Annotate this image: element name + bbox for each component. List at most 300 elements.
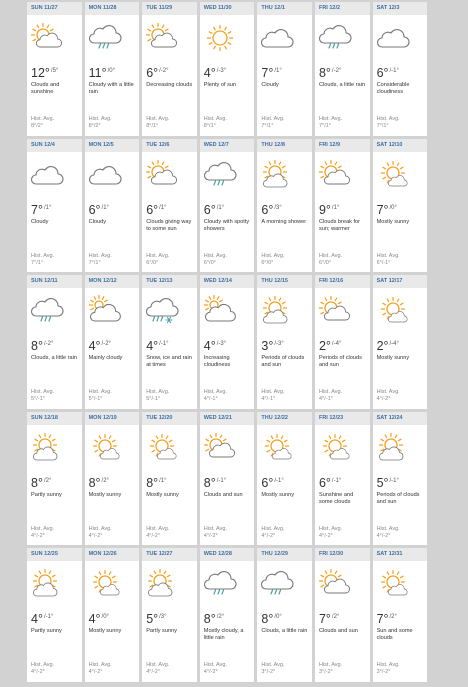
hist-avg-label: Hist. Avg.	[318, 525, 343, 532]
low-temp: /1°	[159, 204, 167, 211]
day-of-week: WED	[203, 278, 219, 284]
day-header	[257, 548, 312, 561]
hist-avg-label: Hist. Avg.	[376, 525, 400, 532]
day-card[interactable]	[27, 548, 85, 685]
hist-avg-value: 7°/1°	[31, 259, 44, 266]
partly-cloudy-icon	[318, 158, 352, 192]
hist-avg-value: 7°/1°	[88, 259, 101, 266]
condition-text: Mostly sunny	[261, 491, 295, 498]
partly-cloudy-icon	[318, 567, 352, 601]
forecast-grid	[27, 2, 430, 685]
sun-cloud-icon	[260, 158, 294, 192]
hist-avg-value: 4°/-2°	[88, 532, 103, 539]
day-card[interactable]	[315, 139, 373, 276]
low-temp: /0°	[107, 68, 115, 74]
hist-avg-value: 4°/-2°	[31, 532, 45, 539]
cloud-rain-icon	[203, 567, 237, 601]
day-header	[27, 548, 82, 561]
day-of-week: SAT	[376, 278, 389, 284]
day-card[interactable]	[257, 548, 315, 685]
hist-avg-label: Hist. Avg.	[318, 662, 343, 668]
high-temp: 4°	[203, 339, 216, 353]
high-temp: 7°	[318, 612, 331, 626]
day-of-week: TUE	[146, 278, 159, 284]
temperature	[146, 201, 166, 219]
day-card[interactable]	[85, 275, 143, 412]
day-of-week: MON	[88, 414, 103, 421]
hist-avg-value: 3°/-2°	[376, 669, 391, 675]
hist-avg-label: Hist. Avg.	[146, 116, 170, 122]
low-temp: /-2°	[159, 68, 169, 74]
day-of-week: SUN	[31, 141, 45, 148]
condition-text: Sun and some clouds	[376, 628, 413, 641]
condition-text: Cloudy with spotty showers	[203, 218, 250, 232]
day-date: 12/16	[329, 278, 344, 284]
day-of-week: MON	[88, 551, 103, 557]
low-temp: /1°	[331, 204, 340, 211]
day-header	[315, 548, 370, 561]
high-temp: 4°	[146, 339, 159, 353]
day-of-week: THU	[261, 414, 275, 421]
hist-avg-value: 6°/0°	[318, 259, 332, 266]
hist-avg-value: 5°/-1°	[88, 396, 103, 402]
day-of-week: WED	[203, 414, 219, 421]
hist-avg-value: 4°/-1°	[318, 396, 333, 402]
partly-cloudy-icon	[145, 158, 179, 192]
day-header	[257, 2, 312, 15]
high-temp: 4°	[203, 66, 216, 80]
day-card[interactable]	[85, 139, 143, 276]
hist-avg-label: Hist. Avg.	[376, 662, 400, 668]
high-temp: 8°	[203, 475, 216, 490]
temperature	[146, 64, 168, 82]
low-temp: /-3°	[216, 68, 227, 74]
day-of-week: FRI	[318, 551, 330, 557]
temperature	[377, 201, 397, 219]
condition-text: Partly sunny	[31, 491, 62, 498]
day-card[interactable]	[85, 2, 143, 139]
day-of-week: WED	[203, 551, 219, 557]
temperature	[204, 474, 226, 492]
high-temp: 9°	[318, 202, 331, 217]
hist-avg-label: Hist. Avg.	[261, 252, 285, 259]
hist-avg-value: 4°/-2°	[376, 532, 391, 539]
day-header	[85, 548, 140, 561]
low-temp: /-3°	[274, 341, 284, 347]
hist-avg-label: Hist. Avg.	[31, 662, 55, 668]
day-date: 12/1	[274, 5, 285, 11]
condition-text: Mostly sunny	[376, 355, 410, 361]
temperature	[89, 610, 109, 628]
low-temp: /-1°	[43, 614, 54, 620]
day-card[interactable]	[257, 275, 315, 412]
hist-avg-label: Hist. Avg.	[88, 116, 112, 122]
partly-cloudy-icon	[145, 21, 179, 55]
day-date: 12/30	[329, 551, 344, 557]
high-temp: 6°	[146, 202, 159, 217]
day-header	[27, 139, 82, 152]
day-date: 12/14	[218, 278, 232, 284]
cloud-sun-icon	[88, 294, 122, 328]
partly-cloudy-icon	[203, 431, 237, 465]
temperature	[319, 201, 339, 219]
condition-text: Mostly sunny	[376, 218, 410, 225]
day-date: 12/22	[274, 414, 288, 421]
day-date: 12/6	[158, 141, 170, 148]
day-header	[315, 139, 370, 152]
day-date: 12/23	[329, 414, 344, 421]
hist-avg-value: 6°/0°	[261, 259, 274, 266]
low-temp: /1°	[216, 204, 225, 211]
mostly-sunny-icon	[260, 431, 294, 465]
hist-avg-label: Hist. Avg.	[146, 662, 170, 668]
day-of-week: THU	[261, 551, 275, 557]
temperature	[89, 337, 111, 355]
temperature	[319, 610, 339, 628]
day-header	[257, 412, 312, 425]
partly-cloudy-icon	[30, 21, 64, 55]
day-header	[142, 548, 197, 561]
day-card[interactable]	[373, 412, 431, 549]
day-header	[27, 275, 82, 288]
day-card[interactable]	[315, 548, 373, 685]
day-header	[85, 2, 140, 15]
day-card[interactable]	[142, 139, 200, 276]
cloud-rain-icon	[30, 294, 64, 328]
hist-avg-label: Hist. Avg.	[203, 389, 227, 395]
high-temp: 8°	[31, 339, 43, 353]
day-date: 12/28	[218, 551, 232, 557]
high-temp: 11°	[88, 66, 107, 80]
mostly-sunny-icon	[145, 431, 179, 465]
day-date: 12/8	[274, 141, 285, 148]
day-card[interactable]	[373, 139, 431, 276]
high-temp: 5°	[376, 475, 389, 490]
hist-avg-label: Hist. Avg.	[261, 662, 285, 668]
low-temp: /-4°	[389, 341, 399, 347]
low-temp: /1°	[101, 204, 109, 211]
sun-cloud-icon	[260, 294, 294, 328]
hist-avg-label: Hist. Avg.	[203, 116, 227, 122]
hist-avg-label: Hist. Avg.	[261, 389, 285, 395]
day-date: 12/13	[158, 278, 173, 284]
condition-text: Increasing cloudiness	[203, 355, 231, 368]
day-date: 12/11	[44, 278, 58, 284]
low-temp: /-2°	[43, 341, 54, 347]
day-card[interactable]	[200, 139, 258, 276]
hist-avg-value: 8°/1°	[203, 123, 216, 129]
day-header	[27, 2, 82, 15]
low-temp: /-1°	[389, 68, 399, 74]
day-header	[257, 275, 312, 288]
low-temp: /-2°	[331, 68, 342, 74]
high-temp: 2°	[376, 339, 389, 353]
temperature	[146, 474, 166, 492]
day-card[interactable]	[200, 548, 258, 685]
day-date: 12/25	[44, 551, 58, 557]
hist-avg-label: Hist. Avg.	[318, 252, 343, 259]
hist-avg-label: Hist. Avg.	[261, 525, 285, 532]
day-card[interactable]	[85, 548, 143, 685]
hist-avg-label: Hist. Avg.	[31, 252, 55, 259]
day-date: 12/5	[102, 141, 114, 148]
temperature	[261, 64, 281, 82]
cloud-rain-icon	[203, 158, 237, 192]
high-temp: 8°	[88, 475, 101, 490]
day-card[interactable]	[142, 2, 200, 139]
condition-text: Decreasing clouds	[146, 82, 193, 88]
low-temp: /2°	[389, 614, 397, 620]
hist-avg-value: 4°/-2°	[203, 532, 218, 539]
low-temp: /-3°	[216, 341, 227, 347]
hist-avg-value: 6°/-1°	[376, 259, 391, 266]
day-card[interactable]	[27, 2, 85, 139]
high-temp: 12°	[31, 66, 50, 80]
condition-text: Partly sunny	[31, 628, 62, 634]
day-date: 12/18	[44, 414, 58, 421]
condition-text: Clouds, a little rain	[261, 628, 308, 634]
day-date: 12/10	[388, 141, 403, 148]
mostly-sunny-icon	[376, 294, 410, 328]
day-card[interactable]	[315, 2, 373, 139]
high-temp: 4°	[31, 612, 43, 626]
condition-text: Clouds break for sun; warmer	[318, 218, 361, 232]
hist-avg-value: 4°/-1°	[261, 396, 276, 402]
temperature	[89, 474, 109, 492]
hist-avg-value: 5°/-1°	[146, 396, 161, 402]
low-temp: /-1°	[331, 477, 342, 484]
day-header	[142, 139, 197, 152]
hist-avg-label: Hist. Avg.	[203, 525, 227, 532]
day-date: 12/31	[388, 551, 403, 557]
day-card[interactable]	[142, 548, 200, 685]
day-date: 12/7	[218, 141, 229, 148]
high-temp: 6°	[318, 475, 331, 490]
temperature	[204, 337, 226, 355]
hist-avg-label: Hist. Avg.	[31, 525, 55, 532]
day-of-week: TUE	[146, 5, 159, 11]
condition-text: Clouds and sun	[203, 491, 243, 498]
hist-avg-value: 4°/-2°	[31, 669, 45, 675]
hist-avg-value: 7°/1°	[318, 123, 332, 129]
mostly-sunny-icon	[376, 567, 410, 601]
temperature	[377, 64, 399, 82]
mostly-sunny-icon	[318, 431, 352, 465]
high-temp: 2°	[318, 339, 331, 353]
day-header	[85, 275, 140, 288]
high-temp: 6°	[376, 66, 389, 80]
temperature	[204, 201, 224, 219]
temperature	[261, 610, 281, 628]
hist-avg-label: Hist. Avg.	[203, 662, 227, 668]
day-header	[200, 2, 255, 15]
day-of-week: SUN	[31, 414, 45, 421]
hist-avg-label: Hist. Avg.	[88, 252, 112, 259]
day-card[interactable]	[142, 412, 200, 549]
high-temp: 6°	[146, 66, 159, 80]
day-header	[200, 548, 255, 561]
temperature	[31, 201, 51, 219]
high-temp: 7°	[31, 202, 43, 217]
high-temp: 7°	[376, 202, 389, 217]
low-temp: /2°	[216, 614, 225, 620]
hist-avg-label: Hist. Avg.	[88, 525, 112, 532]
day-header	[200, 275, 255, 288]
high-temp: 8°	[318, 66, 331, 80]
sun-cloud-icon	[376, 431, 410, 465]
day-date: 12/3	[388, 5, 400, 11]
condition-text: Periods of clouds and sun	[376, 491, 420, 505]
day-header	[85, 139, 140, 152]
condition-text: Periods of clouds and sun	[261, 355, 305, 368]
day-card[interactable]	[27, 275, 85, 412]
high-temp: 7°	[261, 66, 274, 80]
temperature	[319, 64, 341, 82]
high-temp: 8°	[146, 475, 159, 490]
day-header	[373, 548, 428, 561]
day-card[interactable]	[27, 139, 85, 276]
day-date: 12/27	[158, 551, 173, 557]
low-temp: /0°	[274, 614, 282, 620]
day-date: 11/30	[218, 5, 232, 11]
hist-avg-label: Hist. Avg.	[31, 389, 55, 395]
condition-text: Mostly sunny	[88, 491, 122, 498]
condition-text: Clouds giving way to some sun	[146, 218, 192, 232]
hist-avg-value: 4°/-2°	[88, 669, 103, 675]
day-card[interactable]	[373, 2, 431, 139]
hist-avg-value: 4°/-2°	[376, 396, 391, 402]
condition-text: Mostly sunny	[88, 628, 122, 634]
low-temp: /0°	[389, 204, 397, 211]
day-header	[373, 412, 428, 425]
cloud-rain-icon	[318, 21, 352, 55]
day-header	[85, 412, 140, 425]
condition-text: Periods of clouds and sun	[318, 355, 362, 368]
high-temp: 4°	[88, 339, 101, 353]
low-temp: /-1°	[159, 341, 169, 347]
day-date: 11/29	[158, 5, 173, 11]
day-card[interactable]	[257, 2, 315, 139]
day-of-week: SAT	[376, 141, 389, 148]
day-of-week: FRI	[318, 141, 330, 148]
temperature	[319, 337, 341, 355]
day-of-week: MON	[88, 5, 103, 11]
condition-text: Mostly sunny	[146, 491, 179, 498]
day-date: 12/4	[44, 141, 55, 148]
hist-avg-label: Hist. Avg.	[146, 252, 170, 259]
hist-avg-value: 3°/-2°	[261, 669, 276, 675]
sun-icon	[203, 21, 237, 55]
low-temp: /-1°	[274, 477, 284, 484]
day-card[interactable]	[142, 275, 200, 412]
condition-text: Cloudy	[88, 218, 107, 225]
condition-text: Clouds and sun	[318, 628, 358, 634]
hist-avg-value: 5°/-1°	[31, 396, 45, 402]
hist-avg-value: 4°/-1°	[203, 396, 218, 402]
day-card[interactable]	[373, 275, 431, 412]
hist-avg-label: Hist. Avg.	[88, 662, 112, 668]
day-of-week: MON	[88, 278, 103, 284]
day-header	[315, 412, 370, 425]
hist-avg-value: 4°/-2°	[318, 532, 333, 539]
hist-avg-value: 7°/1°	[376, 123, 389, 129]
cloud-icon	[376, 21, 410, 55]
hist-avg-value: 3°/-2°	[318, 669, 333, 675]
day-card[interactable]	[315, 412, 373, 549]
day-date: 12/19	[102, 414, 117, 421]
day-header	[142, 275, 197, 288]
partly-cloudy-icon	[318, 294, 352, 328]
temperature	[89, 201, 109, 219]
day-card[interactable]	[257, 412, 315, 549]
mostly-sunny-icon	[88, 567, 122, 601]
high-temp: 3°	[261, 339, 274, 353]
high-temp: 4°	[88, 612, 101, 626]
condition-text: Clouds, a little rain	[31, 355, 78, 361]
condition-text: Partly sunny	[146, 628, 177, 634]
low-temp: /-1°	[216, 477, 227, 484]
condition-text: Clouds and sunshine	[31, 82, 60, 95]
condition-text: Mainly cloudy	[88, 355, 123, 361]
sun-cloud-icon	[30, 431, 64, 465]
day-card[interactable]	[373, 548, 431, 685]
low-temp: /1°	[274, 68, 282, 74]
temperature	[204, 610, 224, 628]
hist-avg-value: 4°/-2°	[203, 669, 218, 675]
low-temp: /3°	[159, 614, 167, 620]
day-card[interactable]	[200, 275, 258, 412]
condition-text: A morning shower	[261, 218, 307, 225]
hist-avg-label: Hist. Avg.	[376, 252, 400, 259]
day-date: 12/2	[329, 5, 341, 11]
cloud-rain-icon	[260, 567, 294, 601]
hist-avg-value: 6°/0°	[203, 259, 216, 266]
day-card[interactable]	[200, 2, 258, 139]
condition-text: Snow, ice and rain at times	[146, 355, 192, 368]
high-temp: 6°	[203, 202, 216, 217]
temperature	[319, 474, 341, 492]
day-card[interactable]	[200, 412, 258, 549]
high-temp: 6°	[261, 475, 274, 490]
day-header	[200, 412, 255, 425]
condition-text: Cloudy	[261, 82, 279, 88]
hist-avg-value: 8°/2°	[31, 123, 44, 129]
day-header	[315, 275, 370, 288]
condition-text: Mostly cloudy, a little rain	[203, 628, 244, 641]
temperature	[31, 610, 53, 628]
day-card[interactable]	[257, 139, 315, 276]
hist-avg-value: 4°/-2°	[261, 532, 276, 539]
condition-text: Clouds, a little rain	[318, 82, 365, 88]
high-temp: 6°	[261, 202, 274, 217]
high-temp: 6°	[88, 202, 101, 217]
temperature	[31, 337, 53, 355]
hist-avg-label: Hist. Avg.	[318, 389, 343, 395]
temperature	[377, 474, 399, 492]
day-card[interactable]	[315, 275, 373, 412]
day-date: 12/26	[102, 551, 117, 557]
cloud-icon	[30, 158, 64, 192]
day-header	[257, 139, 312, 152]
day-of-week: THU	[261, 5, 275, 11]
day-of-week: TUE	[146, 414, 159, 421]
low-temp: /3°	[274, 204, 282, 211]
temperature	[89, 64, 115, 82]
day-of-week: SAT	[376, 5, 389, 11]
hist-avg-value: 8°/1°	[146, 123, 159, 129]
day-card[interactable]	[27, 412, 85, 549]
day-card[interactable]	[85, 412, 143, 549]
